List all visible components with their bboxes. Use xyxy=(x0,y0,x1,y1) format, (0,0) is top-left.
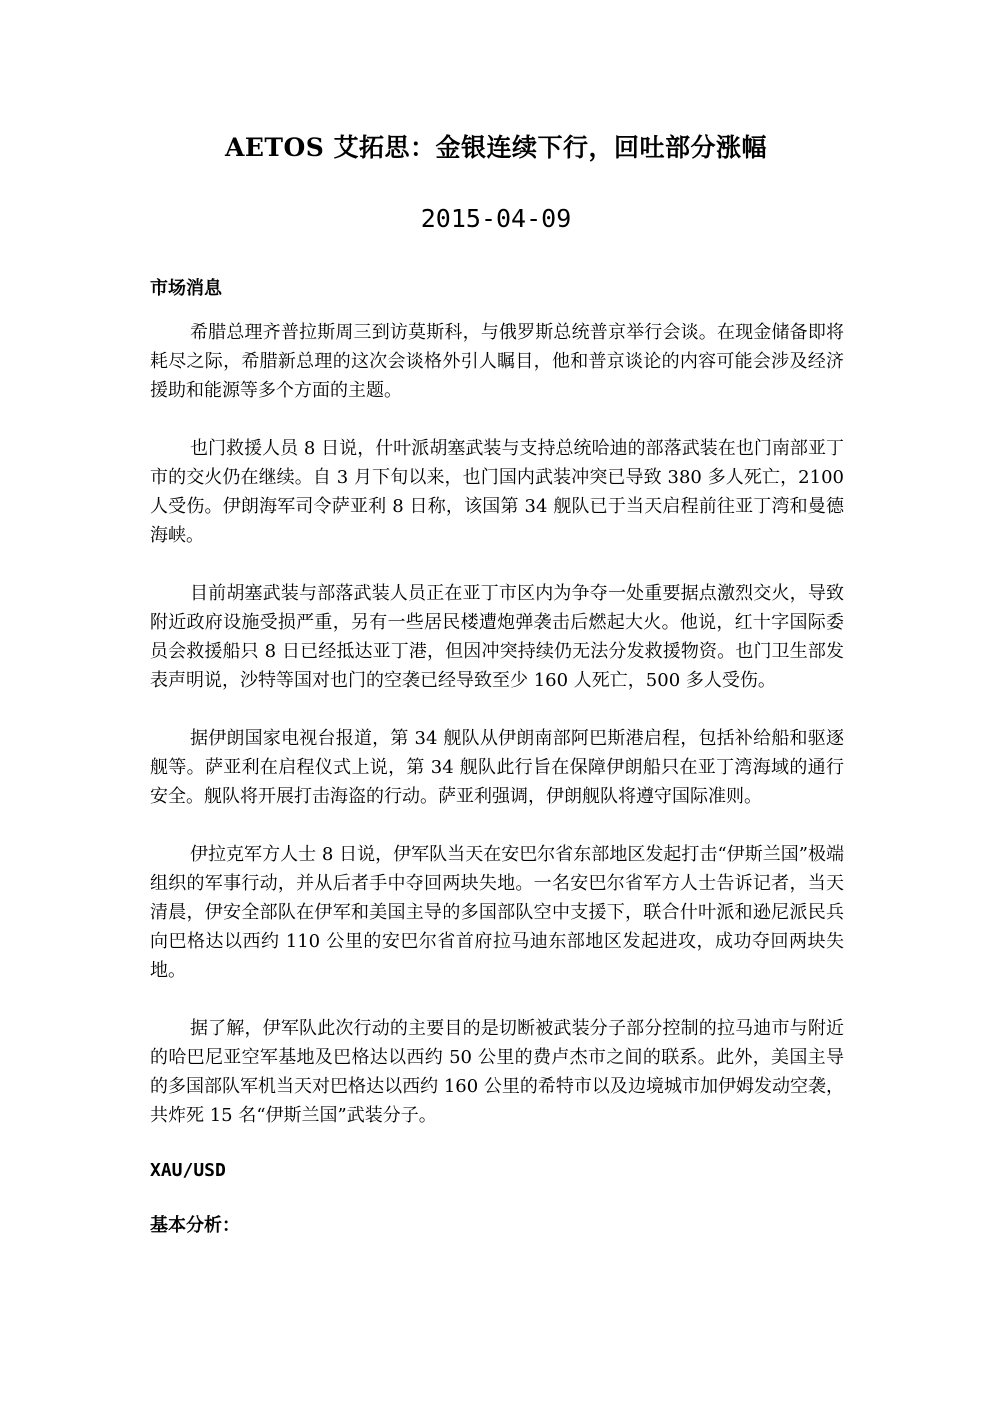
document-title: AETOS 艾拓思：金银连续下行，回吐部分涨幅 xyxy=(224,133,768,162)
section-heading-market-news: 市场消息 xyxy=(150,278,222,299)
paragraph: 目前胡塞武装与部落武装人员正在亚丁市区内为争夺一处重要据点激烈交火，导致附近政府设施受损严重，另有一些居民楼遭炮弹袭击后燃起大火。他说，红十字国际委员会救援船只 8 日已经抵达亚丁港，但因冲突持续仍无法分发救援物资。也门卫生部发表声明说，沙特等国对也门的空袭已经导致至少 160 人死亡，500 多人受伤。 xyxy=(150,583,844,691)
article-body xyxy=(150,318,844,1159)
paragraph: 据伊朗国家电视台报道，第 34 舰队从伊朗南部阿巴斯港启程，包括补给船和驱逐舰等。萨亚利在启程仪式上说，第 34 舰队此行旨在保障伊朗船只在亚丁湾海域的通行安全。舰队将开展打击海盗的行动。萨亚利强调，伊朗舰队将遵守国际准则。 xyxy=(150,728,844,807)
document-date: 2015-04-09 xyxy=(420,204,572,233)
paragraph: 伊拉克军方人士 8 日说，伊军队当天在安巴尔省东部地区发起打击“伊斯兰国”极端组织的军事行动，并从后者手中夺回两块失地。一名安巴尔省军方人士告诉记者，当天清晨，伊安全部队在伊军和美国主导的多国部队空中支援下，联合什叶派和逊尼派民兵向巴格达以西约 110 公里的安巴尔省首府拉马迪东部地区发起进攻，成功夺回两块失地。 xyxy=(150,844,844,981)
paragraph: 希腊总理齐普拉斯周三到访莫斯科，与俄罗斯总统普京举行会谈。在现金储备即将耗尽之际，希腊新总理的这次会谈格外引人瞩目，他和普京谈论的内容可能会涉及经济援助和能源等多个方面的主题。 xyxy=(150,322,844,401)
paragraph: 据了解，伊军队此次行动的主要目的是切断被武装分子部分控制的拉马迪市与附近的哈巴尼亚空军基地及巴格达以西约 50 公里的费卢杰市之间的联系。此外，美国主导的多国部队军机当天对巴格达以西约 160 公里的希特市以及边境城市加伊姆发动空袭，共炸死 15 名“伊斯兰国”武装分子。 xyxy=(150,1018,844,1126)
section-heading-fundamental-analysis: 基本分析： xyxy=(150,1215,240,1236)
ticker-label: XAU/USD xyxy=(150,1160,226,1181)
paragraph: 也门救援人员 8 日说，什叶派胡塞武装与支持总统哈迪的部落武装在也门南部亚丁市的交火仍在继续。自 3 月下旬以来，也门国内武装冲突已导致 380 多人死亡，2100 人受伤。伊朗海军司令萨亚利 8 日称，该国第 34 舰队已于当天启程前往亚丁湾和曼德海峡。 xyxy=(150,438,844,546)
